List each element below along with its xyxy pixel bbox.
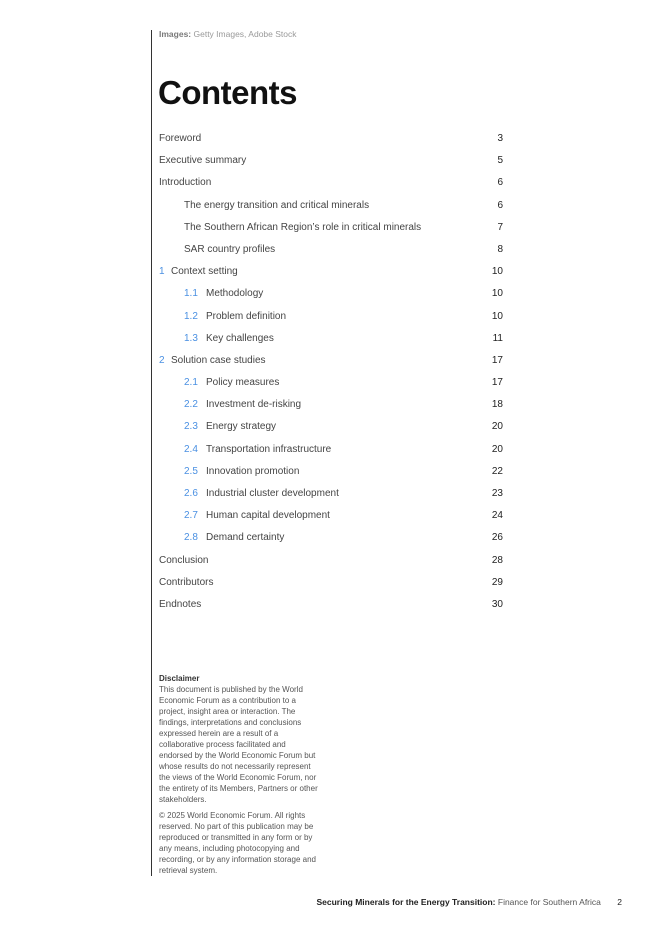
toc-entry-label: Key challenges xyxy=(206,332,274,344)
toc-entry-page: 20 xyxy=(491,443,503,455)
toc-entry[interactable] xyxy=(159,172,503,194)
disclaimer-body: This document is published by the World Economic Forum as a contribution to a project, insight area or interaction. The findings, interpretations and conclusions expressed herein are a result of a collaborative process facilitated and endorsed by the World Economic Forum but whose results do not necessarily represent the views of the World Economic Forum, nor the entirety of its Members, Partners or other stakeholders. xyxy=(159,685,318,804)
toc-entry[interactable] xyxy=(159,150,503,172)
image-credits xyxy=(159,29,297,39)
page-title: Contents xyxy=(158,74,297,111)
toc-entry-number: 2.8 xyxy=(184,532,198,544)
toc-entry-number: 2.3 xyxy=(184,421,198,433)
toc-entry[interactable] xyxy=(159,439,503,461)
toc-entry[interactable] xyxy=(159,527,503,549)
toc-entry[interactable] xyxy=(159,328,503,350)
toc-entry-label: Problem definition xyxy=(206,310,287,322)
toc-entry-page: 3 xyxy=(497,133,503,144)
toc-entry-label: Transportation infrastructure xyxy=(206,443,332,455)
toc-entry-label: Foreword xyxy=(159,133,202,144)
toc-entry-page: 23 xyxy=(491,488,503,499)
toc-entry-page: 22 xyxy=(491,465,503,477)
table-of-contents xyxy=(159,128,503,616)
toc-entry-page: 26 xyxy=(491,532,503,544)
toc-entry-page: 7 xyxy=(497,221,503,233)
toc-entry-label: Human capital development xyxy=(206,510,330,522)
toc-entry-number: 2.1 xyxy=(184,377,198,389)
toc-entry-label: Innovation promotion xyxy=(206,465,300,477)
toc-entry-page: 30 xyxy=(491,598,503,610)
toc-entry-number: 2.6 xyxy=(184,488,198,499)
toc-entry-label: The energy transition and critical minerals xyxy=(184,199,370,211)
toc-entry[interactable] xyxy=(159,306,503,328)
toc-entry[interactable] xyxy=(159,394,503,416)
toc-entry-number: 1.3 xyxy=(184,332,198,344)
toc-entry-page: 24 xyxy=(491,510,503,522)
page-footer xyxy=(316,897,622,907)
toc-entry-label: SAR country profiles xyxy=(184,243,276,255)
toc-entry-number: 1.2 xyxy=(184,310,198,322)
toc-entry[interactable] xyxy=(159,283,503,305)
toc-entry-page: 8 xyxy=(497,243,503,255)
footer-report-title: Securing Minerals for the Energy Transition: xyxy=(316,897,496,907)
toc-entry[interactable] xyxy=(159,372,503,394)
toc-entry-page: 6 xyxy=(497,177,503,189)
toc-entry-page: 17 xyxy=(491,377,503,389)
toc-entry[interactable] xyxy=(159,261,503,283)
toc-entry-label: Investment de-risking xyxy=(206,399,302,411)
toc-entry-number: 2.2 xyxy=(184,399,198,411)
toc-entry-label: Conclusion xyxy=(159,554,209,566)
toc-entry-label: Context setting xyxy=(171,266,238,278)
footer-page-number: 2 xyxy=(617,897,622,907)
toc-entry-label: Introduction xyxy=(159,177,212,189)
toc-entry-label: Contributors xyxy=(159,576,214,588)
toc-entry-page: 10 xyxy=(491,310,503,322)
disclaimer xyxy=(159,673,319,881)
toc-entry-page: 6 xyxy=(497,199,503,211)
toc-entry-page: 20 xyxy=(491,421,503,433)
toc-entry-label: The Southern African Region’s role in critical minerals xyxy=(184,221,422,233)
credits-label: Images: xyxy=(159,29,192,39)
toc-entry-number: 2.5 xyxy=(184,465,198,477)
toc-entry-number: 2 xyxy=(159,354,165,366)
toc-entry[interactable] xyxy=(159,195,503,217)
toc-entry-page: 17 xyxy=(491,354,503,366)
toc-entry-number: 2.4 xyxy=(184,443,198,455)
toc-entry[interactable] xyxy=(159,594,503,616)
toc-entry-label: Policy measures xyxy=(206,377,280,389)
toc-entry-label: Energy strategy xyxy=(206,421,277,433)
toc-entry-label: Endnotes xyxy=(159,598,202,610)
toc-entry-page: 11 xyxy=(492,332,503,344)
toc-entry[interactable] xyxy=(159,128,503,150)
toc-entry-label: Methodology xyxy=(206,288,264,300)
toc-entry[interactable] xyxy=(159,416,503,438)
toc-entry-page: 10 xyxy=(491,288,503,300)
toc-entry[interactable] xyxy=(159,505,503,527)
footer-report-subtitle: Finance for Southern Africa xyxy=(497,897,601,907)
toc-entry-page: 18 xyxy=(491,399,503,411)
toc-entry[interactable] xyxy=(159,239,503,261)
toc-entry[interactable] xyxy=(159,483,503,505)
toc-entry-number: 1.1 xyxy=(184,288,198,300)
toc-entry-label: Executive summary xyxy=(159,155,247,167)
toc-entry-label: Solution case studies xyxy=(171,354,266,366)
toc-entry-page: 29 xyxy=(491,576,503,588)
toc-entry[interactable] xyxy=(159,572,503,594)
toc-entry-number: 2.7 xyxy=(184,510,198,522)
toc-entry-page: 10 xyxy=(491,266,503,278)
copyright-notice: © 2025 World Economic Forum. All rights reserved. No part of this publication may be reproduced or transmitted in any form or by any means, including photocopying and recording, or by any information storage and retrieval system. xyxy=(159,811,316,875)
toc-entry[interactable] xyxy=(159,461,503,483)
margin-rule xyxy=(151,30,152,876)
toc-entry-page: 28 xyxy=(491,554,503,566)
toc-entry[interactable] xyxy=(159,350,503,372)
toc-entry-label: Demand certainty xyxy=(206,532,285,544)
disclaimer-heading: Disclaimer xyxy=(159,674,200,683)
toc-entry-page: 5 xyxy=(497,155,503,167)
toc-entry[interactable] xyxy=(159,550,503,572)
toc-entry[interactable] xyxy=(159,217,503,239)
toc-entry-number: 1 xyxy=(159,266,165,278)
credits-value: Getty Images, Adobe Stock xyxy=(193,29,297,39)
toc-entry-label: Industrial cluster development xyxy=(206,488,339,499)
